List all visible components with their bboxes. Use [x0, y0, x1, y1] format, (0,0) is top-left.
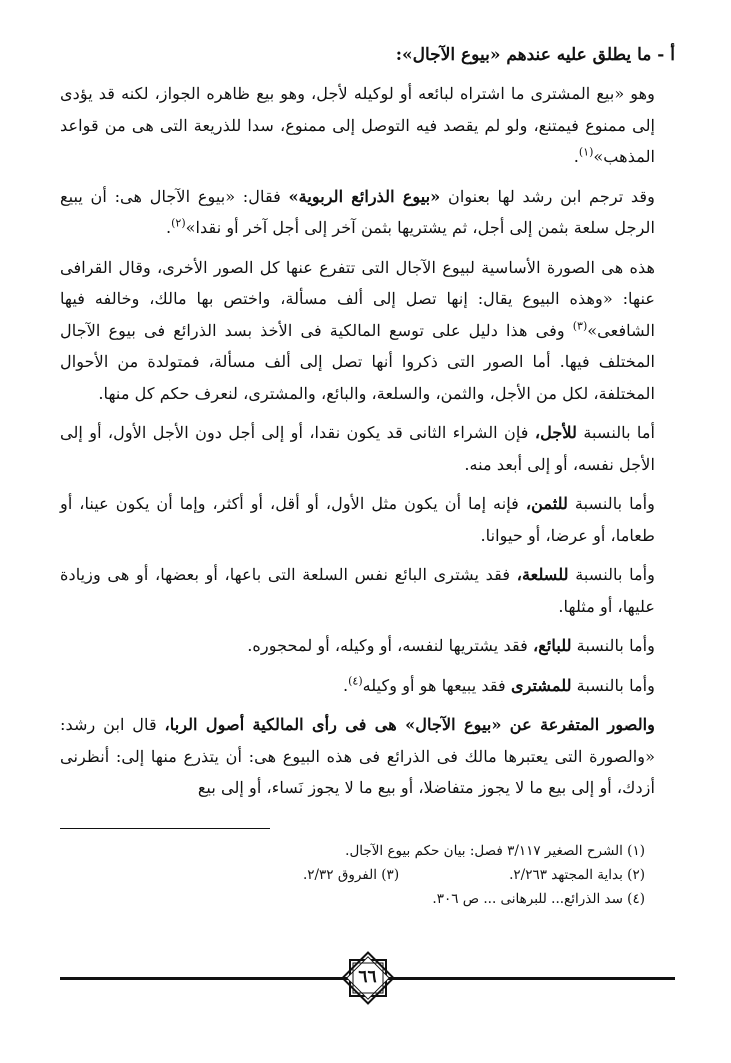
paragraph-5-text-b: فإنه إما أن يكون مثل الأول، أو أقل، أو أكثر، وإما أن يكون عينا، أو طعاما، أو عرضا، أو حيوانا.: [60, 494, 655, 545]
paragraph-7-bold: للبائع،: [533, 636, 572, 655]
footnote-ref-3[interactable]: (٣): [572, 319, 588, 333]
paragraph-6: [60, 559, 675, 622]
paragraph-5-bold: للثمن،: [525, 494, 568, 513]
paragraph-2-text-b: فقال: «بيوع الآجال هى: أن يبيع الرجل سلعة بثمن إلى أجل، ثم يشتريها بثمن آخر إلى أجل آخر أو نقدا»: [60, 186, 655, 237]
paragraph-9-bold: والصور المتفرعة عن «بيوع الآجال» هى فى رأى المالكية أصول الربا،: [164, 715, 655, 734]
paragraph-8: وأما بالنسبة للمشترى فقد يبيعها هو أو وكيله$^{(٤)}$.: [342, 674, 655, 695]
paragraph-3-text-b: وفى هذا دليل على توسع المالكية فى الأخذ بسد الذرائع فى بيوع الآجال المختلف فيها. أما الصور التى ذكروا أنها تصل إلى ألف مسألة، فمتولدة من الأحوال المختلفة، لكل من الأجل، والثمن، والسلعة، والبائع، والمشترى، لنعرف حكم كل منها.: [60, 320, 655, 403]
paragraph-4-text-a: أما بالنسبة: [583, 423, 656, 442]
paragraph-6-text-b: فقد يشترى البائع نفس السلعة التى باعها، أو بعضها، أو هى وزيادة عليها، أو مثلها.: [60, 565, 655, 616]
page-footer: [60, 945, 675, 1005]
paragraph-7: [60, 630, 675, 662]
footnote-ref-1[interactable]: (١): [578, 145, 594, 159]
paragraph-9: [60, 709, 675, 804]
page: [60, 40, 675, 1040]
paragraph-1: وهو «بيع المشترى ما اشتراه لبائعه أو لوكيله لأجل، وهو بيع ظاهره الجواز، لكنه قد يؤدى إلى ممنوع فيمتنع، ولو لم يقصد فيه التوصل إلى ممنوع، سدا للذريعة التى هى من قواعد المذهب»$^{(١)}$.: [60, 84, 655, 166]
footnote-1: (١) الشرح الصغير ٣/١١٧ فصل: بيان حكم بيوع الآجال.: [345, 842, 645, 859]
footnote-row-2-3: [60, 863, 645, 887]
page-number: ٦٦: [358, 967, 377, 987]
paragraph-6-bold: للسلعة،: [516, 565, 569, 584]
paragraph-3: [60, 252, 675, 410]
section-heading: أ - ما يطلق عليه عندهم «بيوع الآجال»:: [395, 45, 675, 65]
footnote-2: (٢) بداية المجتهد ٢/٢٦٣.: [509, 866, 645, 883]
footnote-3: (٣) الفروق ٢/٣٢.: [302, 866, 400, 883]
footnote-ref-2[interactable]: (٢): [171, 216, 186, 230]
paragraph-1-text: وهو «بيع المشترى ما اشتراه لبائعه أو لوكيله لأجل، وهو بيع ظاهره الجواز، لكنه قد يؤدى إلى ممنوع فيمتنع، ولو لم يقصد فيه التوصل إلى ممنوع، سدا للذريعة التى هى من قواعد المذهب»: [60, 84, 655, 166]
footnote-ref-4[interactable]: (٤): [348, 674, 363, 688]
paragraph-7-text-a: وأما بالنسبة: [576, 636, 655, 655]
paragraph-3-text-a: هذه هى الصورة الأساسية لبيوع الآجال التى تتفرع عنها كل الصور الأخرى، وقال القرافى عنها: «وهذه البيوع يقال: إنها تصل إلى ألف مسألة، واختص بها مالك، وخالفه فيها الشافعى»: [60, 257, 655, 340]
paragraph-8-text-a: وأما بالنسبة: [576, 675, 655, 695]
paragraph-4-text-b: فإن الشراء الثانى قد يكون نقدا، أو إلى أجل دون الأجل الأول، أو إلى الأجل نفسه، أو إلى أبعد منه.: [60, 423, 655, 474]
paragraph-2-bold: «بيوع الذرائع الربوية»: [288, 186, 441, 206]
paragraph-8-bold: للمشترى: [510, 675, 572, 695]
footnote-separator-wrap: [60, 812, 675, 839]
footnote-separator: [60, 828, 270, 829]
paragraph-7-text-b: فقد يشتريها لنفسه، أو وكيله، أو لمحجوره.: [247, 636, 528, 655]
paragraph-9-text: قال ابن رشد: «والصورة التى يعتبرها مالك فى الذرائع فى هذه البيوع هى: أن يتذرع منها إلى: أنظرنى أزدك، أو إلى بيع ما لا يجوز متفاضلا، أو بيع ما لا يجوز نَساء، أو إلى بيع: [60, 715, 655, 797]
paragraph-5-text-a: وأما بالنسبة: [574, 494, 655, 513]
paragraph-2-text-a: وقد ترجم ابن رشد لها بعنوان: [447, 186, 655, 206]
paragraph-8-text-b: فقد يبيعها هو أو وكيله: [362, 675, 506, 695]
paragraph-2: وقد ترجم ابن رشد لها بعنوان «بيوع الذرائع الربوية» فقال: «بيوع الآجال هى: أن يبيع الرجل سلعة بثمن إلى أجل، ثم يشتريها بثمن آخر إلى أجل آخر أو نقدا»$^{(٢)}$.: [60, 186, 655, 237]
paragraph-5: [60, 488, 675, 551]
paragraph-4: [60, 417, 675, 480]
footnotes: [60, 839, 675, 911]
footnote-4: (٤) سد الذرائع... للبرهانى ... ص ٣٠٦.: [432, 890, 645, 907]
paragraph-6-text-a: وأما بالنسبة: [575, 565, 655, 584]
paragraph-4-bold: للأجل،: [534, 423, 577, 442]
